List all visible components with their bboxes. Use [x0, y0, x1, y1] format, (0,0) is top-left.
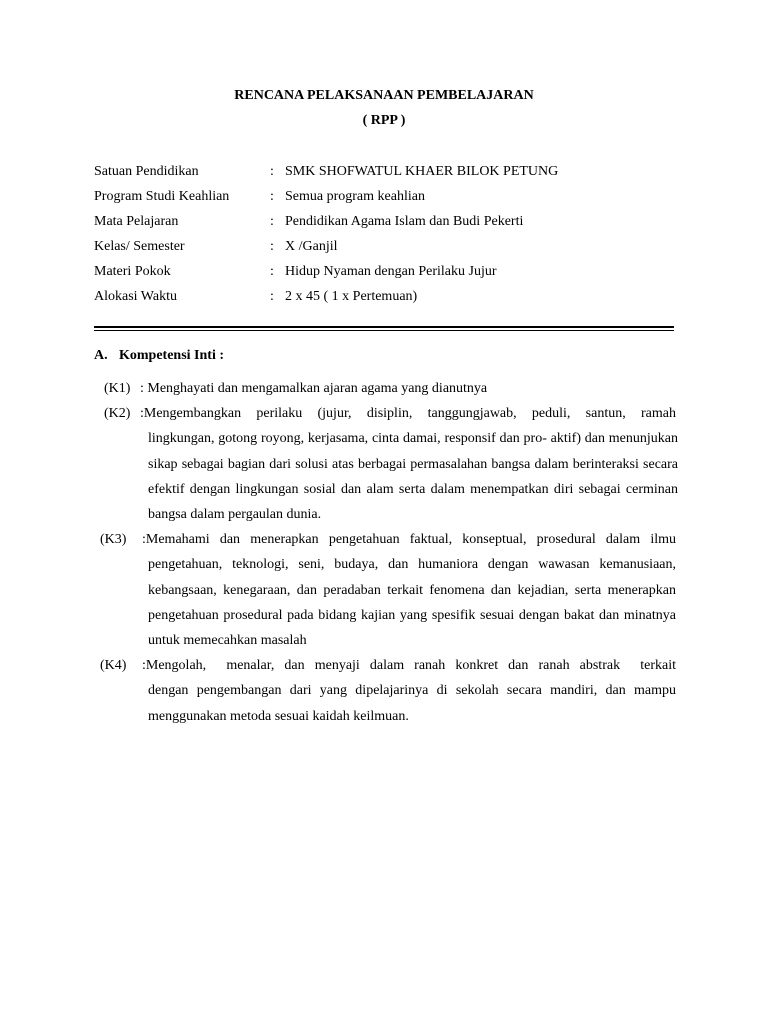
divider-thin: [94, 330, 674, 331]
info-label: Program Studi Keahlian: [94, 189, 230, 204]
kompetensi-first-line: :Mengembangkan perilaku (jujur, disiplin, tanggungjawab, peduli, santun, ramah: [140, 406, 676, 421]
kompetensi-tag: (K4): [100, 658, 127, 673]
info-value: Semua program keahlian: [285, 189, 425, 204]
info-colon: :: [270, 239, 274, 254]
info-value: Hidup Nyaman dengan Perilaku Jujur: [285, 264, 497, 279]
kompetensi-item: [100, 527, 688, 657]
divider-thick: [94, 326, 674, 328]
kompetensi-tag: (K1): [104, 381, 131, 396]
info-row: [94, 238, 694, 263]
kompetensi-description: lingkungan, gotong royong, kerjasama, cinta damai, responsif dan pro- aktif) dan menunjukan sikap sebagai bagian dari solusi atas berbagai permasalahan bangsa dalam berinteraksi secara efektif dengan lingkungan sosial dan alam serta dalam menempatkan diri sebagai cerminan bangsa dalam pergaulan dunia.: [148, 431, 678, 523]
kompetensi-description: pengetahuan, teknologi, seni, budaya, dan humaniora dengan wawasan kemanusiaan, kebangsaan, kenegaraan, dan peradaban terkait fenomena dan kejadian, serta menerapkan pengetahuan prosedural pada bidang kajian yang spesifik sesuai dengan bakat dan minatnya untuk memecahkan masalah: [148, 557, 676, 649]
info-colon: :: [270, 214, 274, 229]
section-title: Kompetensi Inti :: [119, 348, 224, 363]
info-label: Satuan Pendidikan: [94, 164, 199, 179]
document-subtitle: ( RPP ): [362, 113, 406, 128]
info-colon: :: [270, 289, 274, 304]
kompetensi-first-line: :Memahami dan menerapkan pengetahuan faktual, konseptual, prosedural dalam ilmu: [142, 532, 676, 547]
info-label: Alokasi Waktu: [94, 289, 177, 304]
document-title: RENCANA PELAKSANAAN PEMBELAJARAN: [234, 88, 534, 103]
section-letter: A.: [94, 348, 108, 363]
info-colon: :: [270, 264, 274, 279]
info-colon: :: [270, 189, 274, 204]
kompetensi-item: [104, 401, 688, 531]
kompetensi-description: dengan pengembangan dari yang dipelajarinya di sekolah secara mandiri, dan mampu menggunakan metoda sesuai kaidah keilmuan.: [148, 683, 676, 724]
info-label: Materi Pokok: [94, 264, 171, 279]
info-row: [94, 163, 694, 188]
kompetensi-item: [100, 653, 688, 733]
kompetensi-first-line: :Mengolah, menalar, dan menyaji dalam ranah konkret dan ranah abstrak terkait: [142, 658, 676, 673]
info-row: [94, 213, 694, 238]
info-label: Kelas/ Semester: [94, 239, 185, 254]
section-heading: [94, 348, 224, 364]
info-value: SMK SHOFWATUL KHAER BILOK PETUNG: [285, 164, 559, 179]
kompetensi-item: [104, 376, 688, 402]
info-value: X /Ganjil: [285, 239, 338, 254]
info-row: [94, 188, 694, 213]
info-value: Pendidikan Agama Islam dan Budi Pekerti: [285, 214, 524, 229]
identity-table: [94, 163, 694, 313]
info-row: [94, 263, 694, 288]
info-colon: :: [270, 164, 274, 179]
info-row: [94, 288, 694, 313]
info-label: Mata Pelajaran: [94, 214, 179, 229]
kompetensi-tag: (K2): [104, 406, 131, 421]
info-value: 2 x 45 ( 1 x Pertemuan): [285, 289, 418, 304]
kompetensi-tag: (K3): [100, 532, 127, 547]
kompetensi-first-line: : Menghayati dan mengamalkan ajaran agama yang dianutnya: [140, 381, 488, 396]
